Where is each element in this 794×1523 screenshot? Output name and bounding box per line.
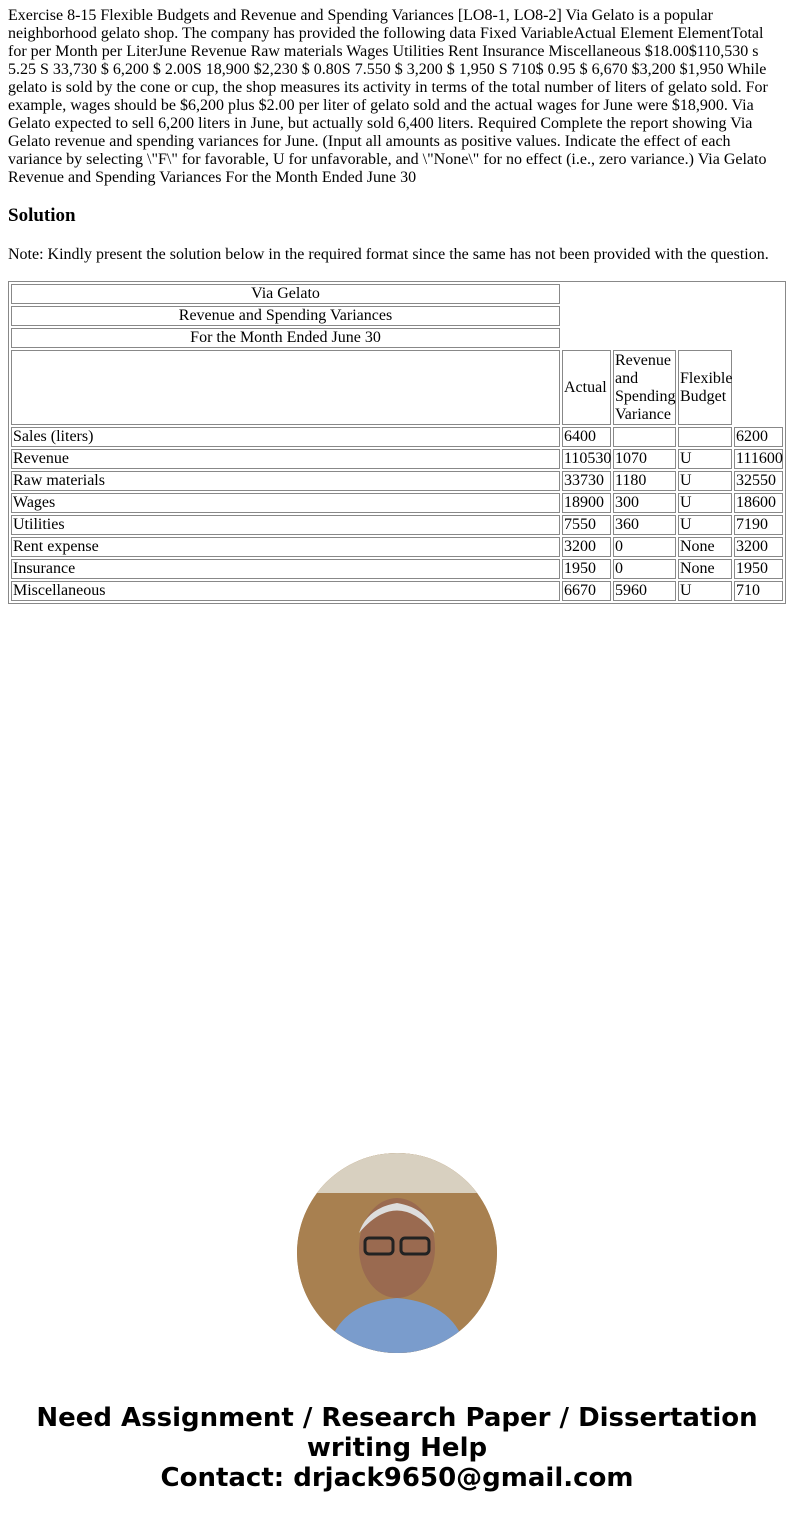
cell-variance: 0 [613,537,676,557]
cell-variance: 0 [613,559,676,579]
footer-ad [0,1403,794,1493]
person-portrait-icon [297,1153,497,1353]
cell-label: Utilities [11,515,560,535]
cell-flexible: 1950 [734,559,783,579]
cell-actual: 3200 [562,537,611,557]
table-row [11,515,783,535]
table-row [11,559,783,579]
cell-actual: 1950 [562,559,611,579]
cell-variance: 1070 [613,449,676,469]
cell-variance: 1180 [613,471,676,491]
solution-note: Note: Kindly present the solution below in the required format since the same has not been provided with the question. [8,246,769,263]
header-flexible: Flexible Budget [678,350,732,425]
table-title: Via Gelato [11,284,560,304]
cell-actual: 6670 [562,581,611,601]
cell-effect [678,427,732,447]
table-row [11,427,783,447]
cell-label: Revenue [11,449,560,469]
table-row [11,537,783,557]
cell-variance: 360 [613,515,676,535]
header-blank [11,350,560,425]
question-text: Exercise 8-15 Flexible Budgets and Revenue and Spending Variances [LO8-1, LO8-2] Via Gelato is a popular neighborhood gelato shop. The company has provided the following data Fixed VariableActual Element ElementTotal for per Month per LiterJune Revenue Raw materials Wages Utilities Rent Insurance Miscellaneous $18.00$110,530 s 5.25 S 33,730 $ 6,200 $ 2.00S 18,900 $2,230 $ 0.80S 7.550 $ 3,200 $ 1,950 S 710$ 0.95 $ 6,670 $3,200 $1,950 While gelato is sold by the cone or cup, the shop measures its activity in terms of the total number of liters of gelato sold. For example, wages should be $6,200 plus $2.00 per liter of gelato sold and the actual wages for June were $18,900. Via Gelato expected to sell 6,200 liters in June, but actually sold 6,400 liters. Required Complete the report showing Via Gelato revenue and spending variances for June. (Input all amounts as positive values. Indicate the effect of each variance by selecting \"F\" for favorable, U for unfavorable, and \"None\" for no effect (i.e., zero variance.) Via Gelato Revenue and Spending Variances For the Month Ended June 30 [8,7,768,186]
cell-actual: 18900 [562,493,611,513]
cell-effect: U [678,515,732,535]
cell-actual: 33730 [562,471,611,491]
cell-label: Raw materials [11,471,560,491]
title-row [11,328,783,348]
title-row [11,284,783,304]
cell-label: Miscellaneous [11,581,560,601]
cell-variance: 5960 [613,581,676,601]
cell-flexible: 7190 [734,515,783,535]
header-row [11,350,783,425]
cell-flexible: 18600 [734,493,783,513]
cell-flexible: 32550 [734,471,783,491]
title-row [11,306,783,326]
cell-effect: U [678,471,732,491]
footer-line-1: Need Assignment / Research Paper / Dissertation writing Help [36,1403,758,1463]
table-row [11,493,783,513]
variance-table [8,281,786,604]
cell-flexible: 710 [734,581,783,601]
cell-actual: 6400 [562,427,611,447]
cell-effect: U [678,581,732,601]
solution-heading: Solution [8,205,76,226]
cell-effect: None [678,559,732,579]
table-subtitle: Revenue and Spending Variances [11,306,560,326]
cell-effect: None [678,537,732,557]
cell-label: Rent expense [11,537,560,557]
header-variance: Revenue and Spending Variance [613,350,676,425]
cell-variance: 300 [613,493,676,513]
cell-effect: U [678,449,732,469]
cell-flexible: 3200 [734,537,783,557]
table-period: For the Month Ended June 30 [11,328,560,348]
footer-line-2: Contact: drjack9650@gmail.com [160,1463,634,1493]
table-row [11,449,783,469]
table-row [11,471,783,491]
cell-flexible: 6200 [734,427,783,447]
cell-label: Insurance [11,559,560,579]
cell-label: Wages [11,493,560,513]
header-actual: Actual [562,350,611,425]
cell-actual: 7550 [562,515,611,535]
cell-label: Sales (liters) [11,427,560,447]
cell-variance [613,427,676,447]
cell-actual: 110530 [564,450,612,467]
author-photo [297,1153,497,1353]
cell-effect: U [678,493,732,513]
cell-flexible: 111600 [736,450,783,467]
table-row [11,581,783,601]
